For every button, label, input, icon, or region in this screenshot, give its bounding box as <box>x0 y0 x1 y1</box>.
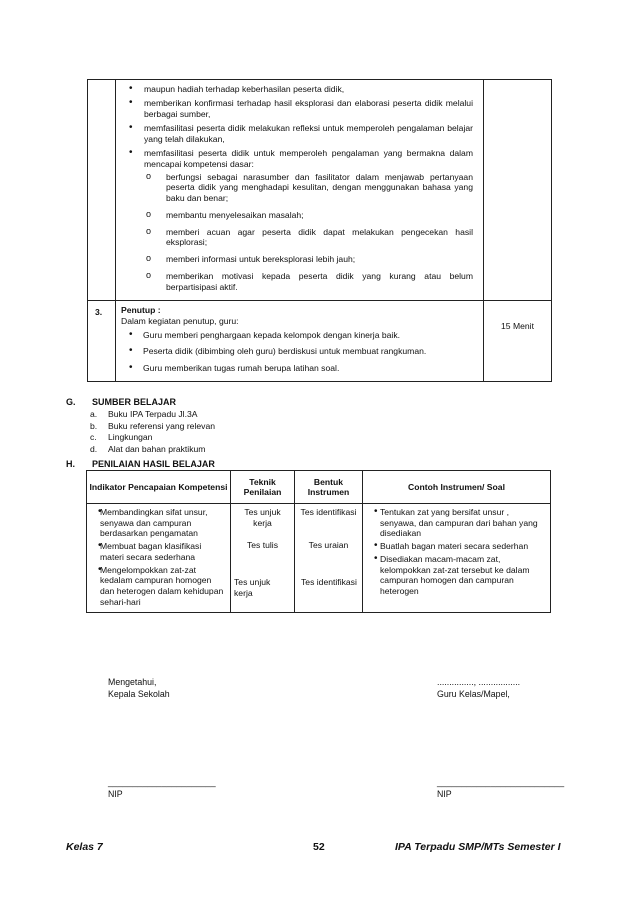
header-indicator: Indikator Pencapaian Kompetensi <box>87 471 231 504</box>
signature-left <box>108 677 170 701</box>
indicator-cell <box>87 504 231 613</box>
closing-intro: Dalam kegiatan penutup, guru: <box>121 315 239 326</box>
header-technique: Teknik Penilaian <box>231 471 295 504</box>
section-g-letter: G. <box>66 397 76 407</box>
sub-list-item: o memberi acuan agar peserta didik dapat melakukan pengecekan hasil eksplorasi; <box>144 227 473 248</box>
list-item <box>90 432 215 444</box>
list-item: • memberikan konfirmasi terhadap hasil eksplorasi dan elaborasi peserta didik melalui berbagai sumber, <box>121 98 473 119</box>
footer-page-number: 52 <box>313 841 325 853</box>
learning-sources-list <box>90 409 215 455</box>
indicator-list <box>90 507 227 608</box>
technique-value: Tes unjuk kerja <box>244 507 281 528</box>
signature-left-bottom <box>108 777 216 801</box>
footer-subject: IPA Terpadu SMP/MTs Semester I <box>395 841 561 853</box>
right-nip: NIP <box>437 788 452 799</box>
assessment-table <box>86 470 551 613</box>
closing-bullet-list <box>121 330 473 374</box>
closing-title: Penutup : <box>121 305 161 316</box>
list-item-text: Lingkungan <box>108 432 153 442</box>
left-nip: NIP <box>108 788 123 799</box>
section-g-title: SUMBER BELAJAR <box>92 397 177 407</box>
technique-value: Tes unjuk kerja <box>234 577 271 598</box>
list-item <box>121 148 473 292</box>
assessment-header-row <box>87 471 551 504</box>
list-item: • Peserta didik (dibimbing oleh guru) berdiskusi untuk membuat rangkuman. <box>121 346 473 357</box>
list-item-text: Buku referensi yang relevan <box>108 420 216 431</box>
closing-content-cell <box>116 301 484 382</box>
activity-number: 3. <box>88 301 116 382</box>
list-item: • Buatlah bagan materi secara sederhan <box>366 541 547 552</box>
list-item: • Disediakan macam-macam zat, kelompokkan zat-zat tersebut ke dalam campuran homogen dan campuran heterogen <box>366 554 547 597</box>
right-sign-line1: ..............., ................. <box>437 677 521 687</box>
list-item: • Membandingkan sifat unsur, senyawa dan campuran berdasarkan pengamatan <box>90 507 227 539</box>
form-stack <box>298 507 359 603</box>
list-item-letter: b. <box>90 420 98 431</box>
right-sign-rule: __________________________ <box>437 777 565 787</box>
form-cell <box>295 504 363 613</box>
section-h-letter: H. <box>66 459 75 469</box>
form-value: Tes identifikasi <box>300 507 357 517</box>
left-sign-rule: ______________________ <box>108 777 216 787</box>
closing-time: 15 Menit <box>484 301 552 382</box>
signature-right <box>437 677 520 701</box>
list-item: • maupun hadiah terhadap keberhasilan peserta didik, <box>121 84 473 95</box>
table-row <box>87 504 551 613</box>
list-item-letter: d. <box>90 443 98 454</box>
form-value: Tes identifikasi <box>301 577 357 587</box>
technique-stack <box>234 507 291 603</box>
right-sign-line2: Guru Kelas/Mapel, <box>437 688 510 699</box>
header-example: Contoh Instrumen/ Soal <box>363 471 551 504</box>
header-form: Bentuk Instrumen <box>295 471 363 504</box>
list-item <box>90 409 215 421</box>
activity-bullet-list <box>121 84 473 292</box>
footer-class: Kelas 7 <box>66 841 103 853</box>
sub-item-list <box>144 172 473 293</box>
sub-list-item: o memberi informasi untuk bereksplorasi lebih jauh; <box>144 254 473 265</box>
activity-row-closing <box>88 301 552 382</box>
left-sign-line2: Kepala Sekolah <box>108 688 170 699</box>
activity-table <box>87 79 552 382</box>
sub-list-item: o berfungsi sebagai narasumber dan fasilitator dalam menjawab pertanyaan peserta didik yang menghadapi kesulitan, dengan menggunakan bahasa yang baku dan benar; <box>144 172 473 204</box>
list-item-text: • memfasilitasi peserta didik untuk memperoleh pengalaman yang bermakna dalam mencapai kompetensi dasar: <box>144 148 473 169</box>
sub-list-item: o membantu menyelesaikan masalah; <box>144 210 473 221</box>
list-item: • Tentukan zat yang bersifat unsur , senyawa, dan campuran dari bahan yang disediakan <box>366 507 547 539</box>
list-item-letter: c. <box>90 432 97 442</box>
activity-number-cell <box>88 80 116 301</box>
list-item: • Guru memberikan tugas rumah berupa latihan soal. <box>121 363 473 374</box>
list-item: • Guru memberi penghargaan kepada kelompok dengan kinerja baik. <box>121 330 473 341</box>
section-h-title: PENILAIAN HASIL BELAJAR <box>92 459 215 469</box>
section-g-heading <box>66 397 176 408</box>
list-item: • Membuat bagan klasifikasi materi secara sederhana <box>90 541 227 562</box>
list-item <box>90 444 215 456</box>
activity-content-cell <box>116 80 484 301</box>
signature-right-bottom <box>437 777 564 801</box>
list-item-text: Buku IPA Terpadu Jl.3A <box>108 409 198 419</box>
technique-value: Tes tulis <box>246 540 279 550</box>
activity-row-continued <box>88 80 552 301</box>
list-item-text: Alat dan bahan praktikum <box>108 443 206 454</box>
list-item <box>90 421 215 433</box>
technique-cell <box>231 504 295 613</box>
list-item-letter: a. <box>90 409 98 419</box>
list-item: • memfasilitasi peserta didik melakukan refleksi untuk memperoleh pengalaman belajar yang telah dilakukan, <box>121 123 473 144</box>
activity-time-cell <box>484 80 552 301</box>
list-item: • Mengelompokkan zat-zat kedalam campuran homogen dan heterogen dalam kehidupan sehari-hari <box>90 565 227 608</box>
form-value: Tes uraian <box>308 540 349 550</box>
section-h-heading <box>66 459 215 470</box>
example-cell <box>363 504 551 613</box>
example-list <box>366 507 547 597</box>
sub-list-item: o memberikan motivasi kepada peserta didik yang kurang atau belum berpartisipasi aktif. <box>144 271 473 292</box>
left-sign-line1: Mengetahui, <box>108 677 157 687</box>
